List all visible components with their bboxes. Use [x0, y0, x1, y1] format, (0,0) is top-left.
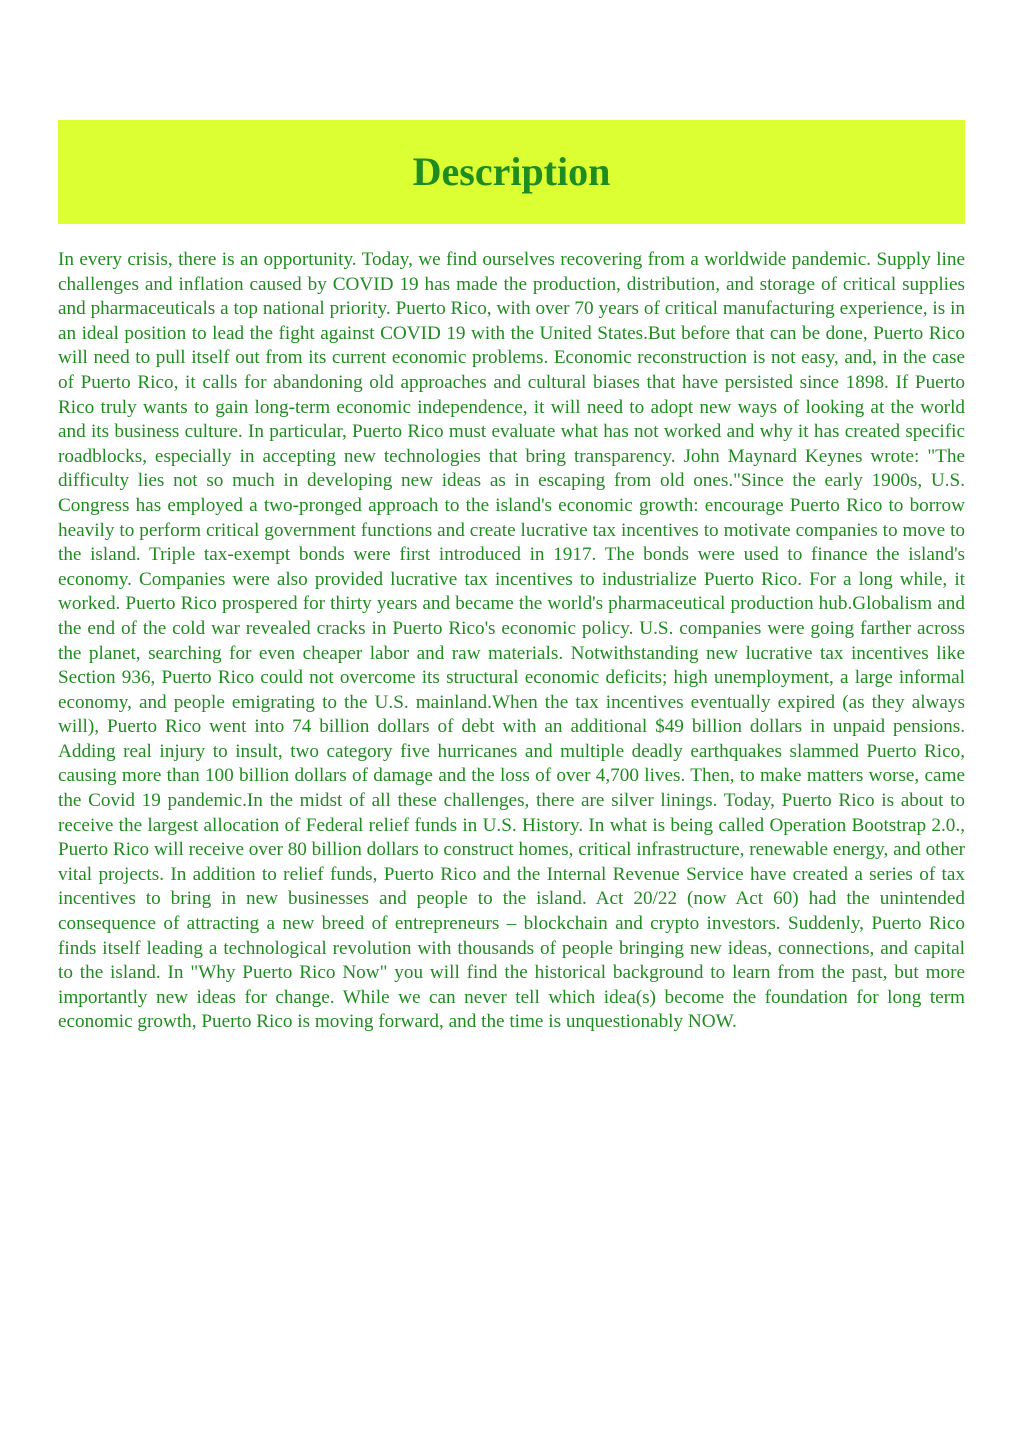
page-title: Description	[412, 149, 611, 194]
title-banner	[58, 120, 965, 224]
description-paragraph: In every crisis, there is an opportunity. Today, we find ourselves recovering from a worldwide pandemic. Supply line challenges and inflation caused by COVID 19 has made the production, distribution, and storage of critical supplies and pharmaceuticals a top national priority. Puerto Rico, with over 70 years of critical manufacturing experience, is in an ideal position to lead the fight against COVID 19 with the United States.But before that can be done, Puerto Rico will need to pull itself out from its current economic problems. Economic reconstruction is not easy, and, in the case of Puerto Rico, it calls for abandoning old approaches and cultural biases that have persisted since 1898. If Puerto Rico truly wants to gain long-term economic independence, it will need to adopt new ways of looking at the world and its business culture. In particular, Puerto Rico must evaluate what has not worked and why it has created specific roadblocks, especially in accepting new technologies that bring transparency. John Maynard Keynes wrote: "The difficulty lies not so much in developing new ideas as in escaping from old ones."Since the early 1900s, U.S. Congress has employed a two-pronged approach to the island's economic growth: encourage Puerto Rico to borrow heavily to perform critical government functions and create lucrative tax incentives to motivate companies to move to the island. Triple tax-exempt bonds were first introduced in 1917. The bonds were used to finance the island's economy. Companies were also provided lucrative tax incentives to industrialize Puerto Rico. For a long while, it worked. Puerto Rico prospered for thirty years and became the world's pharmaceutical production hub.Globalism and the end of the cold war revealed cracks in Puerto Rico's economic policy. U.S. companies were going farther across the planet, searching for even cheaper labor and raw materials. Notwithstanding new lucrative tax incentives like Section 936, Puerto Rico could not overcome its structural economic deficits; high unemployment, a large informal economy, and people emigrating to the U.S. mainland.When the tax incentives eventually expired (as they always will), Puerto Rico went into 74 billion dollars of debt with an additional $49 billion dollars in unpaid pensions. Adding real injury to insult, two category five hurricanes and multiple deadly earthquakes slammed Puerto Rico, causing more than 100 billion dollars of damage and the loss of over 4,700 lives. Then, to make matters worse, came the Covid 19 pandemic.In the midst of all these challenges, there are silver linings. Today, Puerto Rico is about to receive the largest allocation of Federal relief funds in U.S. History. In what is being called Operation Bootstrap 2.0., Puerto Rico will receive over 80 billion dollars to construct homes, critical infrastructure, renewable energy, and other vital projects. In addition to relief funds, Puerto Rico and the Internal Revenue Service have created a series of tax incentives to bring in new businesses and people to the island. Act 20/22 (now Act 60) had the unintended consequence of attracting a new breed of entrepreneurs – blockchain and crypto investors. Suddenly, Puerto Rico finds itself leading a technological revolution with thousands of people bringing new ideas, connections, and capital to the island. In "Why Puerto Rico Now" you will find the historical background to learn from the past, but more importantly new ideas for change. While we can never tell which idea(s) become the foundation for long term economic growth, Puerto Rico is moving forward, and the time is unquestionably NOW.	[58, 249, 965, 1033]
